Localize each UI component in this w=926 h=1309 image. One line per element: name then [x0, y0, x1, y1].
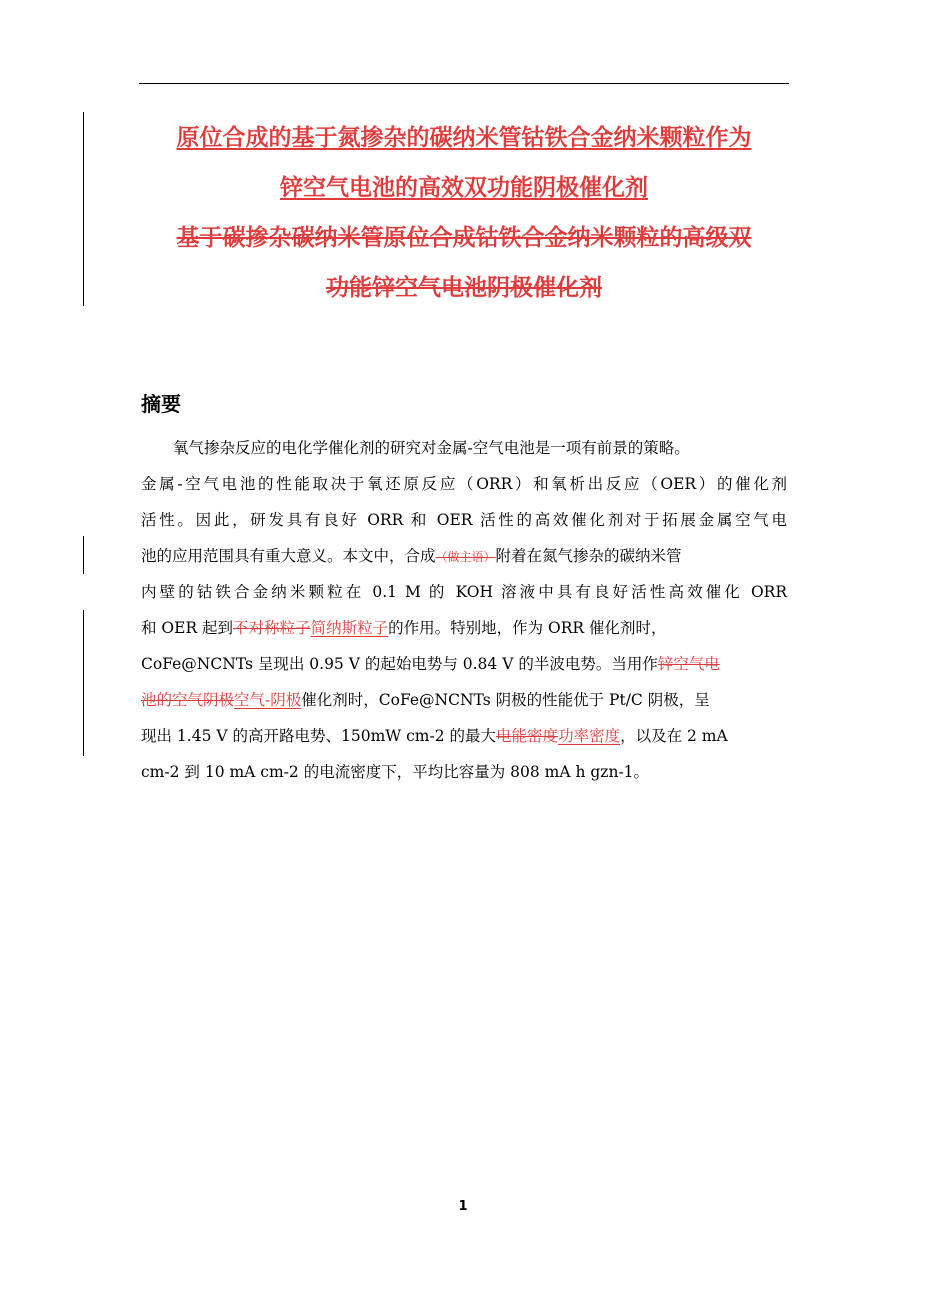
abstract-text: 现出 1.45 V 的高开路电势、150mW cm-2 的最大 — [141, 727, 497, 745]
inserted-text: 空气-阴极 — [234, 691, 302, 709]
inserted-text: 简纳斯粒子 — [310, 619, 389, 637]
abstract-text: 池的应用范围具有重大意义。本文中，合成 — [141, 547, 436, 565]
deleted-text: 不对称粒子 — [233, 619, 311, 637]
abstract-line — [141, 682, 787, 718]
title-inserted-line-2: 锌空气电池的高效双功能阴极催化剂 — [280, 175, 648, 201]
title-deleted-line-1: 基于碳掺杂碳纳米管原位合成钴铁合金纳米颗粒的高级双 — [176, 225, 752, 251]
abstract-text: 催化剂时，CoFe@NCNTs 阴极的性能优于 Pt/C 阴极，呈 — [301, 691, 710, 709]
abstract-text: 的作用。特别地，作为 ORR 催化剂时， — [388, 619, 667, 637]
deleted-text: 电能密度 — [496, 727, 559, 745]
abstract-text: CoFe@NCNTs 呈现出 0.95 V 的起始电势与 0.84 V 的半波电势。当用作 — [141, 655, 658, 673]
abstract-line — [141, 538, 787, 574]
abstract-body — [141, 430, 787, 790]
abstract-heading: 摘要 — [141, 392, 181, 416]
change-bar — [83, 112, 84, 306]
abstract-line — [141, 646, 787, 682]
title-deleted-line-2: 功能锌空气电池阴极催化剂 — [326, 275, 602, 301]
deleted-text: 锌空气电 — [657, 655, 720, 673]
header-rule — [139, 83, 789, 84]
deleted-text: 池的空气阴极 — [141, 691, 235, 709]
page-number: 1 — [458, 1199, 468, 1214]
abstract-line — [141, 718, 787, 754]
title-inserted-line-1: 原位合成的基于氮掺杂的碳纳米管钴铁合金纳米颗粒作为 — [176, 125, 752, 151]
abstract-line: 内壁的钴铁合金纳米颗粒在 0.1 M 的 KOH 溶液中具有良好活性高效催化 ORR — [141, 583, 787, 601]
inserted-text: 功率密度 — [558, 727, 621, 745]
abstract-line: 氧气掺杂反应的电化学催化剂的研究对金属-空气电池是一项有前景的策略。 — [173, 439, 690, 457]
abstract-text: ，以及在 2 mA — [620, 727, 728, 745]
change-bar — [83, 536, 84, 574]
change-bar — [83, 610, 84, 756]
abstract-line: 活性。因此，研发具有良好 ORR 和 OER 活性的高效催化剂对于拓展金属空气电 — [141, 511, 787, 529]
abstract-text: 和 OER 起到 — [141, 619, 234, 637]
deleted-note: （做主语） — [435, 550, 496, 564]
abstract-line: 金属-空气电池的性能取决于氧还原反应（ORR）和氧析出反应（OER）的催化剂 — [141, 475, 787, 493]
document-title — [139, 113, 789, 313]
abstract-line — [141, 610, 787, 646]
abstract-line: cm-2 到 10 mA cm-2 的电流密度下，平均比容量为 808 mA h gzn-1。 — [141, 763, 650, 781]
abstract-text: 附着在氮气掺杂的碳纳米管 — [495, 547, 682, 565]
